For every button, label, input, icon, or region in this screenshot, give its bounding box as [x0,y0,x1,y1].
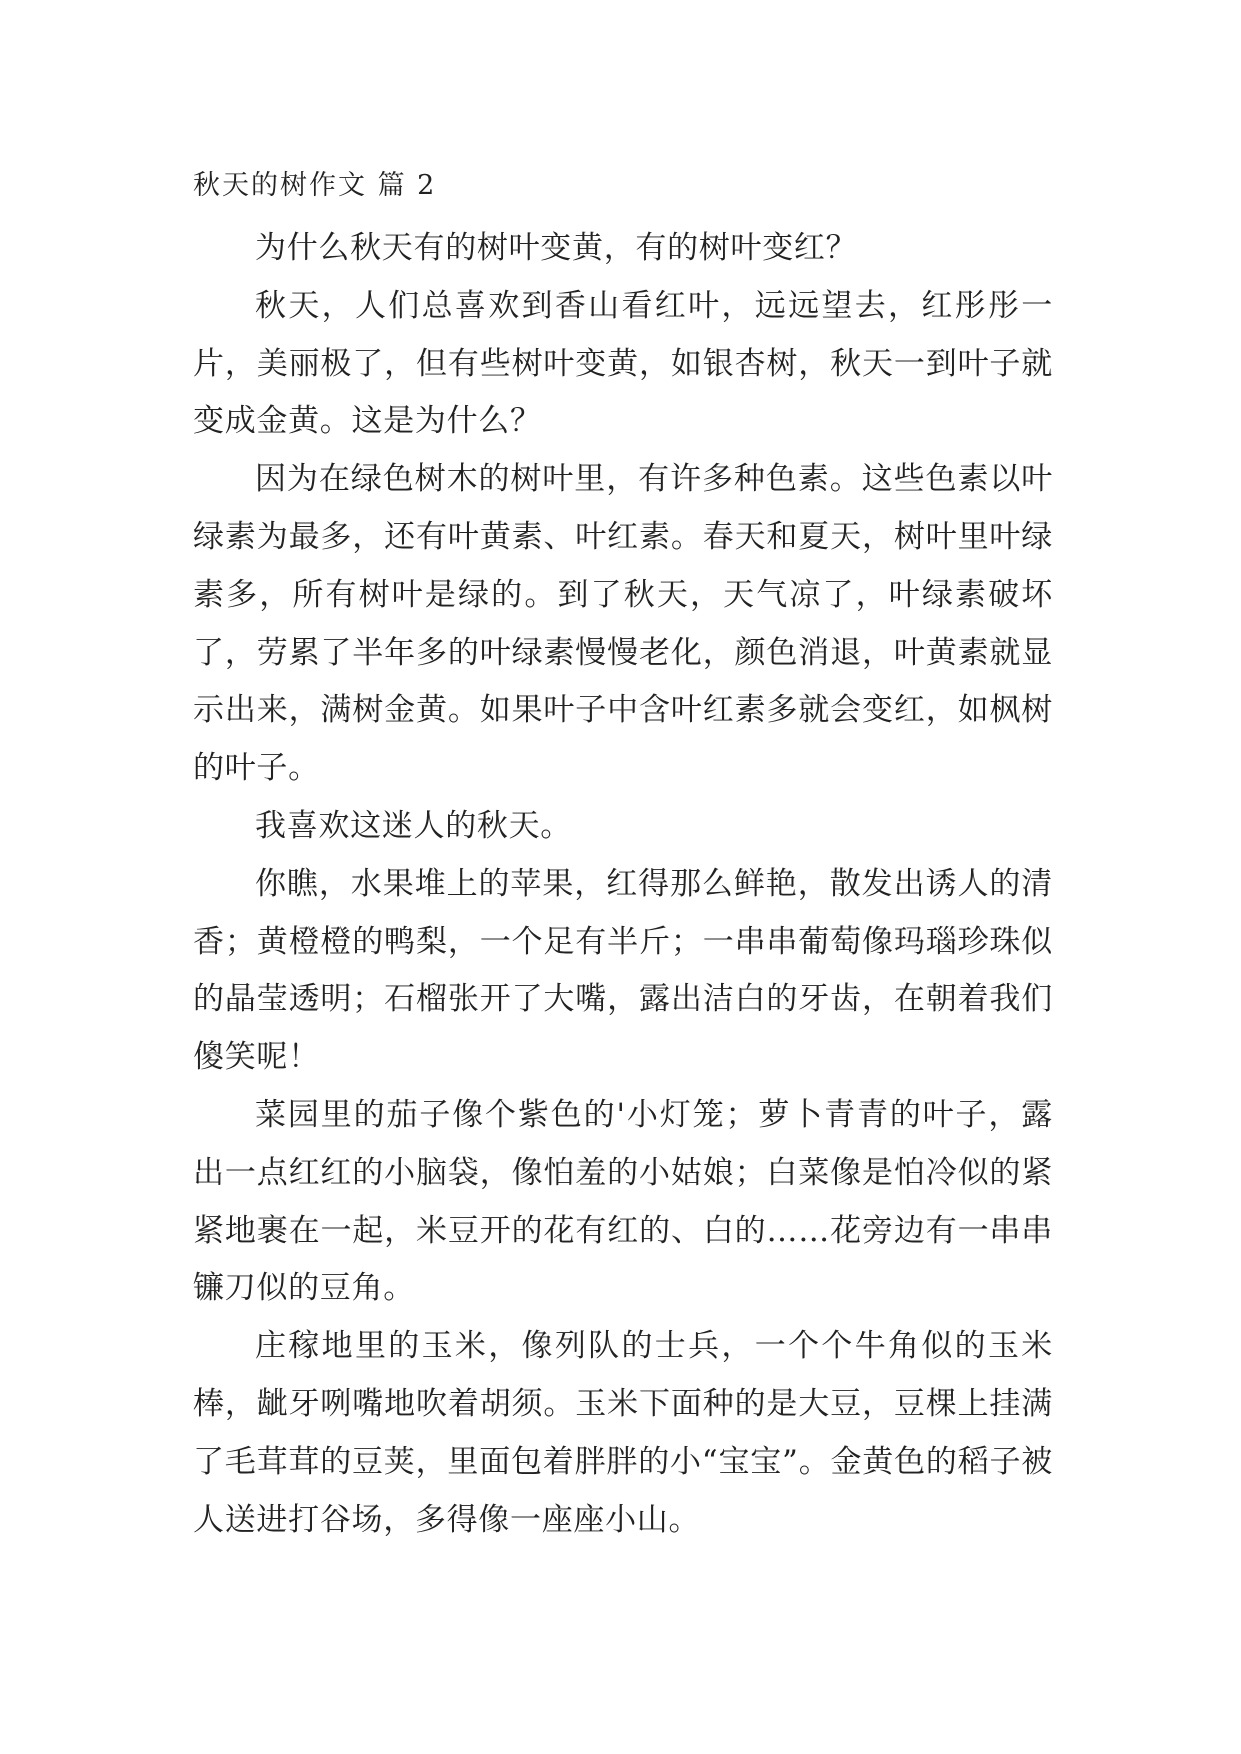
paragraph-question: 为什么秋天有的树叶变黄，有的树叶变红？ [255,230,858,266]
paragraph-love-autumn: 我喜欢这迷人的秋天。 [255,807,572,844]
paragraph-xiangshan: 秋天，人们总喜欢到香山看红叶，远远望去，红彤彤一片，美丽极了，但有些树叶变黄，如银杏树，秋天一到叶子就变成金黄。这是为什么？ [193,287,1053,440]
essay-body [193,220,1053,1549]
paragraph-fruits: 你瞧，水果堆上的苹果，红得那么鲜艳，散发出诱人的清香；黄橙橙的鸭梨，一个足有半斤；一串串葡萄像玛瑙珍珠似的晶莹透明；石榴张开了大嘴，露出洁白的牙齿，在朝着我们傻笑呢！ [193,865,1053,1076]
paragraph-vegetable-garden: 菜园里的茄子像个紫色的'小灯笼；萝卜青青的叶子，露出一点红红的小脑袋，像怕羞的小姑娘；白菜像是怕冷似的紧紧地裹在一起，米豆开的花有红的、白的……花旁边有一串串镰刀似的豆角。 [193,1096,1053,1307]
paragraph-crops: 庄稼地里的玉米，像列队的士兵，一个个牛角似的玉米棒，龇牙咧嘴地吹着胡须。玉米下面种的是大豆，豆棵上挂满了毛茸茸的豆荚，里面包着胖胖的小“宝宝”。金黄色的稻子被人送进打谷场，多得像一座座小山。 [193,1328,1053,1538]
paragraph-pigments: 因为在绿色树木的树叶里，有许多种色素。这些色素以叶绿素为最多，还有叶黄素、叶红素。春天和夏天，树叶里叶绿素多，所有树叶是绿的。到了秋天，天气凉了，叶绿素破坏了，劳累了半年多的叶绿素慢慢老化，颜色消退，叶黄素就显示出来，满树金黄。如果叶子中含叶红素多就会变红，如枫树的叶子。 [193,461,1053,787]
essay-title: 秋天的树作文 篇 2 [193,170,437,201]
